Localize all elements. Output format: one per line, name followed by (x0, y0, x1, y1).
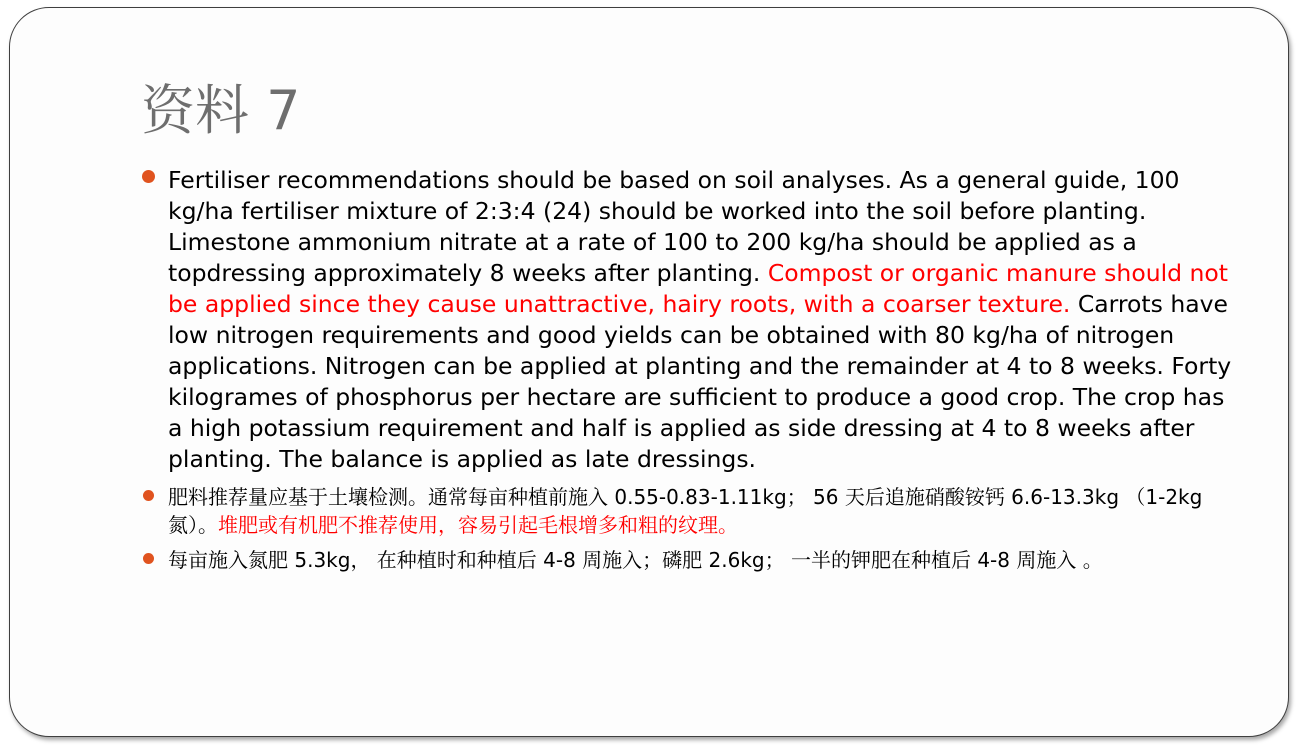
bullet-text: 肥料推荐量应基于土壤检测。通常每亩种植前施入 0.55-0.83-1.11kg； 56 天后追施硝酸铵钙 6.6-13.3kg （1-2kg 氮）。 (168, 485, 1203, 537)
bullet-item-chinese-summary (141, 483, 1246, 539)
slide-title: 资料 7 (141, 79, 301, 142)
bullet-dot-icon (143, 553, 154, 564)
bullet-text: 每亩施入氮肥 5.3kg， 在种植时和种植后 4-8 周施入；磷肥 2.6kg； 一半的钾肥在种植后 4-8 周施入 。 (168, 548, 1103, 572)
bullet-text: Fertiliser recommendations should be based on soil analyses. As a general guide, 100 kg/ha fertiliser mixture of 2:3:4 (24) should be worked into the soil before planting. Limestone ammonium nitrate at a rate of 100 to 200 kg/ha should be applied as a topdressing approximately 8 weeks after planting. (168, 166, 1180, 287)
bullet-dot-icon (142, 170, 155, 183)
bullet-item-english (141, 165, 1246, 475)
bullet-dot-icon (143, 490, 154, 501)
bullet-text: Carrots have low nitrogen requirements and good yields can be obtained with 80 kg/ha of nitrogen applications. Nitrogen can be applied at planting and the remainder at 4 to 8 weeks. Forty kilogrames of phosphorus per hectare are sufficient to produce a good crop. The crop has a high potassium requirement and half is applied as side dressing at 4 to 8 weeks after planting. The balance is applied as late dressings. (168, 290, 1232, 473)
slide-body (141, 165, 1246, 574)
bullet-highlight-text: 堆肥或有机肥不推荐使用，容易引起毛根增多和粗的纹理。 (218, 513, 738, 537)
bullet-highlight-text: Compost or organic manure should not be applied since they cause unattractive, hairy roots, with a coarser texture. (168, 259, 1228, 318)
bullet-item-chinese-dosage (141, 546, 1246, 574)
